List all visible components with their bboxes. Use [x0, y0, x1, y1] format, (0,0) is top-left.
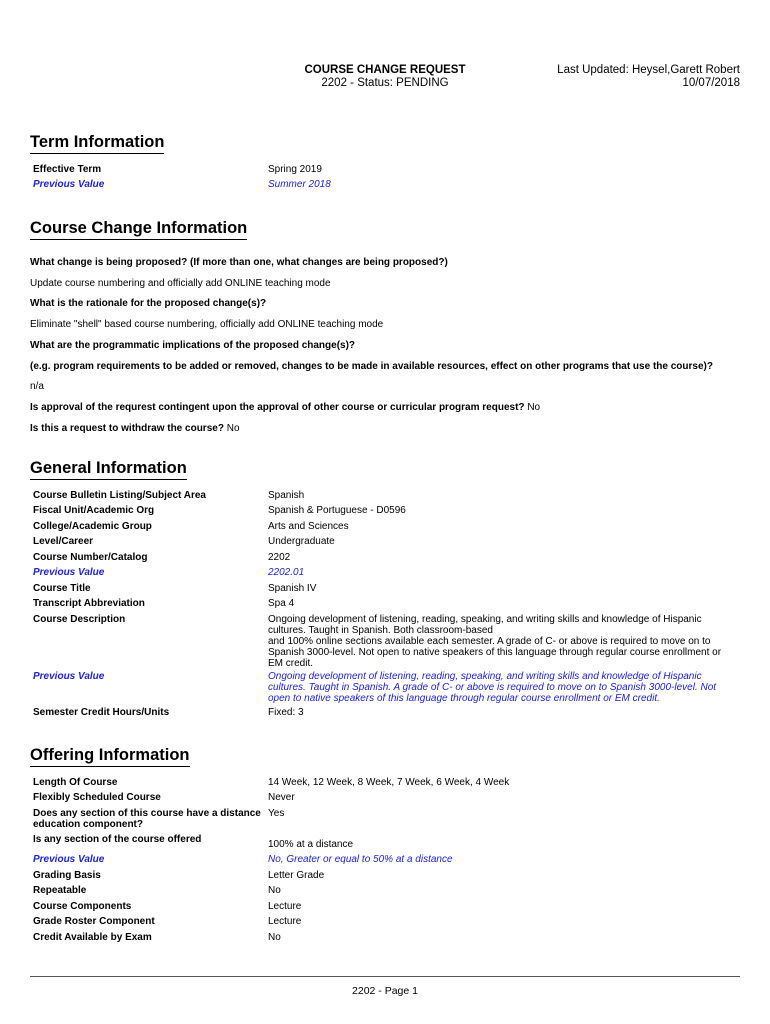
document-title: COURSE CHANGE REQUEST: [304, 64, 466, 76]
field-value: Arts and Sciences: [268, 521, 349, 532]
field-label: Is any section of the course offered: [33, 834, 202, 845]
field-value: Undergraduate: [268, 536, 335, 547]
field-value: 2202.01: [268, 567, 305, 578]
field-label: Fiscal Unit/Academic Org: [33, 505, 155, 516]
answer: Update course numbering and officially add ONLINE teaching mode: [30, 278, 331, 289]
question: What change is being proposed? (If more than one, what changes are being proposed?): [30, 257, 448, 268]
section-title-term: Term Information: [30, 132, 164, 154]
field-label: Course Components: [33, 901, 132, 912]
question: (e.g. program requirements to be added or removed, changes to be made in available resources, effect on other programs that use the course)?: [30, 361, 713, 372]
question: [30, 402, 745, 413]
field-value: No, Greater or equal to 50% at a distance: [268, 854, 453, 865]
answer: n/a: [30, 381, 44, 392]
question: What is the rationale for the proposed change(s)?: [30, 298, 267, 309]
question: [30, 423, 745, 434]
document-status: 2202 - Status: PENDING: [321, 77, 449, 89]
field-label: Grade Roster Component: [33, 916, 155, 927]
field-label: Previous Value: [33, 854, 105, 865]
field-value: Spanish & Portuguese - D0596: [268, 505, 406, 516]
field-value: Fixed: 3: [268, 707, 304, 718]
last-updated-by: Last Updated: Heysel,Garett Robert: [557, 64, 740, 76]
field-label: Previous Value: [33, 179, 105, 190]
field-label: College/Academic Group: [33, 521, 152, 532]
field-label: Flexibly Scheduled Course: [33, 792, 161, 803]
footer-divider: [30, 976, 740, 977]
question-text: Is this a request to withdraw the course?: [30, 423, 224, 434]
field-label: Repeatable: [33, 885, 87, 896]
field-value: Summer 2018: [268, 179, 331, 190]
field-value: Ongoing development of listening, reading, speaking, and writing skills and knowledge of Hispanic cultures. Taught in Spanish. A grade of C- or above is required to move on to Spanish 3000-level. Not open to native speakers of this language through regular course enrollment or EM credit.: [268, 671, 717, 704]
field-label: Course Bulletin Listing/Subject Area: [33, 490, 206, 501]
field-value: Lecture: [268, 916, 302, 927]
field-value: No: [268, 932, 281, 943]
field-value: 14 Week, 12 Week, 8 Week, 7 Week, 6 Week, 4 Week: [268, 777, 510, 788]
field-label: Level/Career: [33, 536, 94, 547]
question: What are the programmatic implications of the proposed change(s)?: [30, 340, 356, 351]
field-label: Length Of Course: [33, 777, 118, 788]
field-value: Never: [268, 792, 295, 803]
last-updated: [557, 64, 740, 90]
answer: No: [527, 402, 541, 413]
field-label: Course Title: [33, 583, 91, 594]
field-label: Effective Term: [33, 164, 102, 175]
field-value: 100% at a distance: [268, 839, 354, 850]
last-updated-date: 10/07/2018: [682, 77, 740, 89]
field-value: Yes: [268, 808, 285, 819]
field-label: Does any section of this course have a distance education component?: [33, 808, 261, 830]
field-value: No: [268, 885, 281, 896]
question-text: Is approval of the requrest contingent upon the approval of other course or curricular program request?: [30, 402, 525, 413]
field-value: Spanish: [268, 490, 305, 501]
field-label: Semester Credit Hours/Units: [33, 707, 170, 718]
document-header: [280, 64, 490, 90]
field-value: Ongoing development of listening, reading, speaking, and writing skills and knowledge of Hispanic cultures. Taught in Spanish. Both classroom-based and 100% online sections available each semester. A grade of C- or above is required to move on to Spanish 3000-level. Not open to native speakers of this language through regular course enrollment or EM credit.: [268, 614, 722, 669]
section-title-offering: Offering Information: [30, 745, 190, 767]
field-value: Spa 4: [268, 598, 295, 609]
field-label: Course Description: [33, 614, 126, 625]
field-label: Course Number/Catalog: [33, 552, 148, 563]
field-value: 2202: [268, 552, 291, 563]
field-value: Spring 2019: [268, 164, 322, 175]
field-label: Previous Value: [33, 567, 105, 578]
field-label: Previous Value: [33, 671, 105, 682]
section-title-change: Course Change Information: [30, 218, 247, 240]
field-label: Credit Available by Exam: [33, 932, 152, 943]
field-value: Lecture: [268, 901, 302, 912]
answer: Eliminate "shell" based course numbering, officially add ONLINE teaching mode: [30, 319, 384, 330]
answer: No: [226, 423, 240, 434]
field-value: Spanish IV: [268, 583, 317, 594]
field-value: Letter Grade: [268, 870, 325, 881]
field-label: Grading Basis: [33, 870, 101, 881]
page-number: 2202 - Page 1: [352, 985, 418, 997]
field-label: Transcript Abbreviation: [33, 598, 145, 609]
section-title-general: General Information: [30, 458, 187, 480]
